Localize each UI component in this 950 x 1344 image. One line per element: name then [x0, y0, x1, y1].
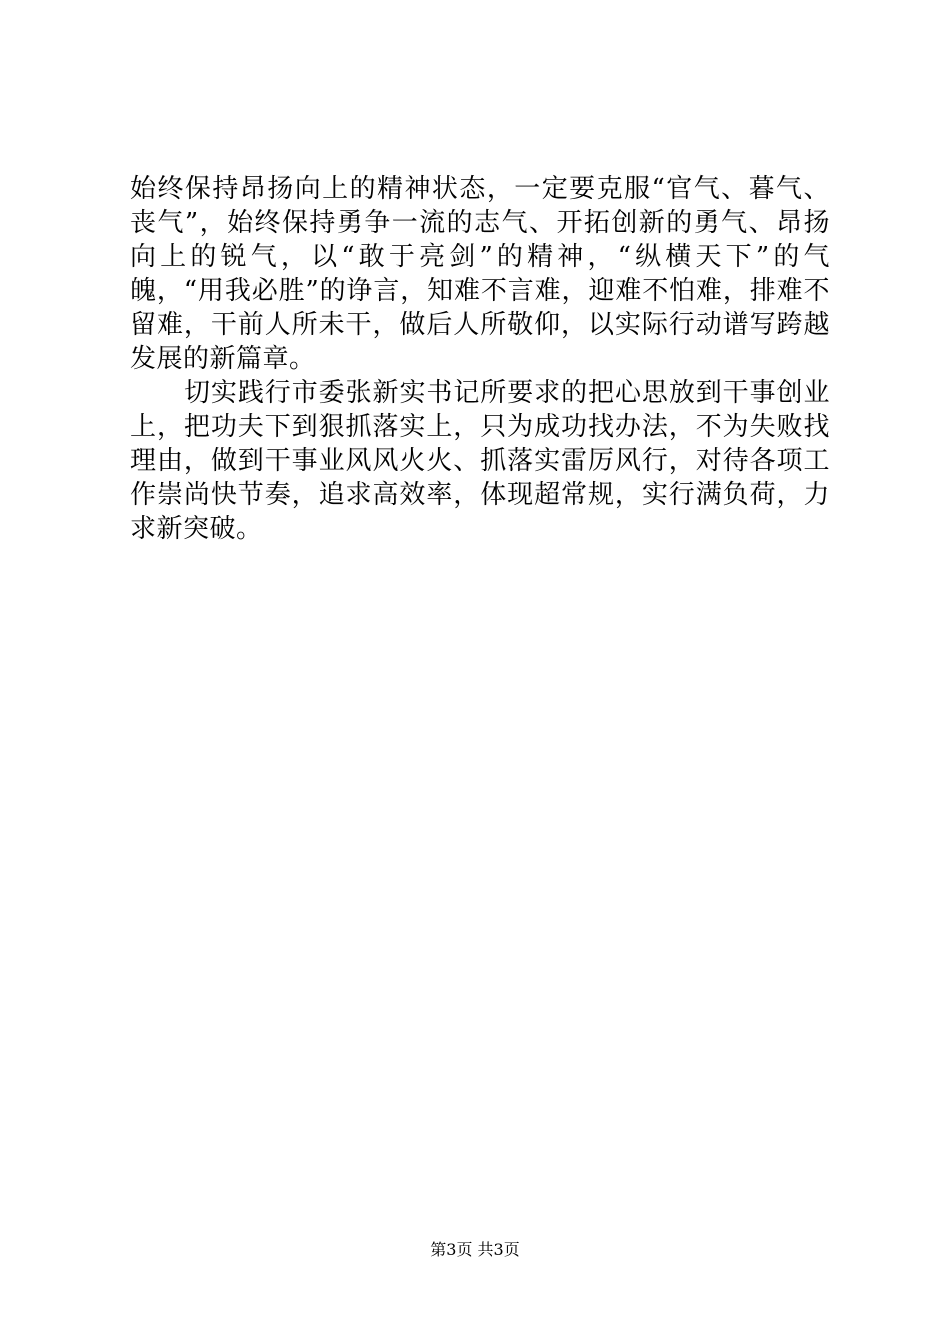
paragraph-spirit: 始终保持昂扬向上的精神状态，一定要克服“官气、暮气、丧气”，始终保持勇争一流的志气、开拓创新的勇气、昂扬向上的锐气，以“敢于亮剑”的精神，“纵横天下”的气魄，“用我必胜”的诤言，知难不言难，迎难不怕难，排难不留难，干前人所未干，做后人所敬仰，以实际行动谱写跨越发展的新篇章。	[130, 174, 830, 374]
document-body	[130, 172, 830, 546]
paragraph-practice: 切实践行市委张新实书记所要求的把心思放到干事创业上，把功夫下到狠抓落实上，只为成功找办法，不为失败找理由，做到干事业风风火火、抓落实雷厉风行，对待各项工作崇尚快节奏，追求高效率，体现超常规，实行满负荷，力求新突破。	[130, 378, 830, 544]
page-footer: 第3页 共3页	[430, 1240, 520, 1259]
